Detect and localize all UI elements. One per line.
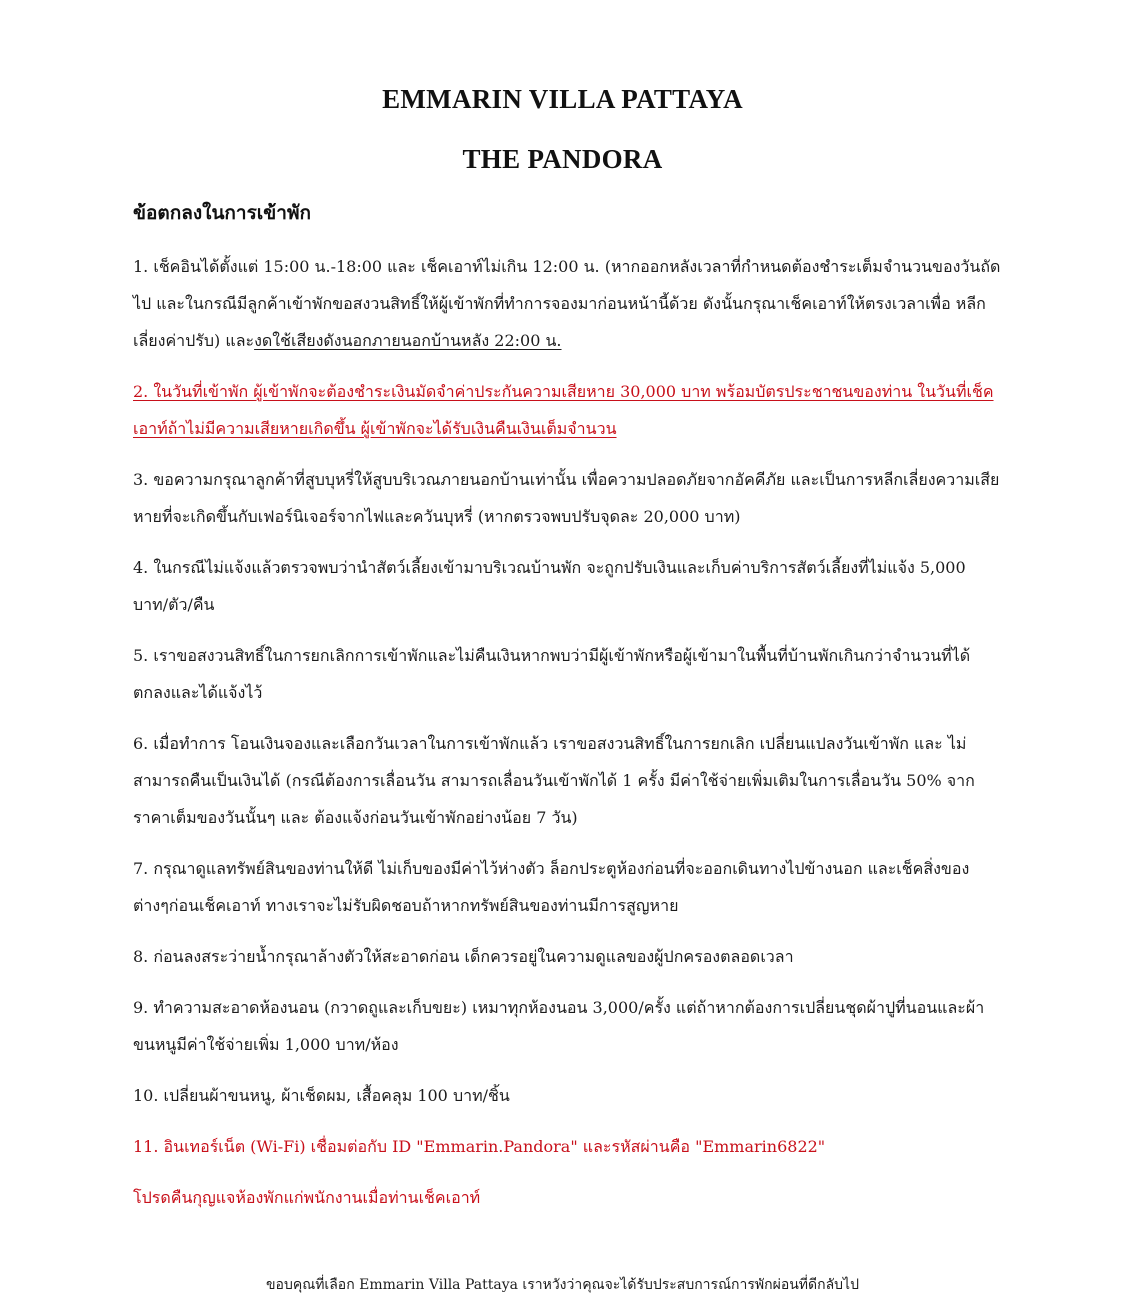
rule-text: 4. ในกรณีไม่แจ้งแล้วตรวจพบว่านำสัตว์เลี้ยงเข้ามาบริเวณบ้านพัก จะถูกปรับเงินและเก็บค่าบริการสัตว์เลี้ยงที่ไม่แจ้ง 5,000 บาท/ตัว/คืน	[133, 558, 966, 614]
key-return-notice	[133, 1179, 1003, 1216]
terms-heading: ข้อตกลงในการเข้าพัก	[133, 202, 311, 224]
rule-text: 3. ขอความกรุณาลูกค้าที่สูบบุหรี่ให้สูบบริเวณภายนอกบ้านเท่านั้น เพื่อความปลอดภัยจากอัคคีภัย และเป็นการหลีกเลี่ยงความเสียหายที่จะเกิดขึ้นกับเฟอร์นิเจอร์จากไฟและควันบุหรี่ (หากตรวจพบปรับจุดละ 20,000 บาท)	[133, 470, 1000, 526]
rule-text: 10. เปลี่ยนผ้าขนหนู, ผ้าเช็ดผม, เสื้อคลุม 100 บาท/ชิ้น	[133, 1086, 510, 1105]
rule-10	[133, 1077, 1003, 1114]
rule-underlined-text: 2. ในวันที่เข้าพัก ผู้เข้าพักจะต้องชำระเงินมัดจำค่าประกันความเสียหาย 30,000 บาท พร้อมบัตรประชาชนของท่าน ในวันที่เช็คเอาท์ถ้าไม่มีความเสียหายเกิดขึ้น ผู้เข้าพักจะได้รับเงินคืนเงินเต็มจำนวน	[133, 382, 994, 438]
rule-2-deposit	[133, 373, 1003, 447]
rule-1	[133, 248, 1003, 359]
rule-7	[133, 850, 1003, 924]
rule-text: 6. เมื่อทำการ โอนเงินจองและเลือกวันเวลาในการเข้าพักแล้ว เราขอสงวนสิทธิ์ในการยกเลิก เปลี่ยนแปลงวันเข้าพัก และ ไม่สามารถคืนเป็นเงินได้ (กรณีต้องการเลื่อนวัน สามารถเลื่อนวันเข้าพักได้ 1 ครั้ง มีค่าใช้จ่ายเพิ่มเติมในการเลื่อนวัน 50% จากราคาเต็มของวันนั้นๆ และ ต้องแจ้งก่อนวันเข้าพักอย่างน้อย 7 วัน)	[133, 734, 975, 827]
rule-6	[133, 725, 1003, 836]
rule-4	[133, 549, 1003, 623]
rule-text: 9. ทำความสะอาดห้องนอน (กวาดถูและเก็บขยะ) เหมาทุกห้องนอน 3,000/ครั้ง แต่ถ้าหากต้องการเปลี่ยนชุดผ้าปูที่นอนและผ้าขนหนูมีค่าใช้จ่ายเพิ่ม 1,000 บาท/ห้อง	[133, 998, 985, 1054]
rule-3	[133, 461, 1003, 535]
rule-text: 5. เราขอสงวนสิทธิ์ในการยกเลิกการเข้าพักและไม่คืนเงินหากพบว่ามีผู้เข้าพักหรือผู้เข้ามาในพื้นที่บ้านพักเกินกว่าจำนวนที่ได้ตกลงและได้แจ้งไว้	[133, 646, 971, 702]
rule-5	[133, 637, 1003, 711]
rule-text: โปรดคืนกุญแจห้องพักแก่พนักงานเมื่อท่านเช็คเอาท์	[133, 1188, 481, 1207]
rule-text: 7. กรุณาดูแลทรัพย์สินของท่านให้ดี ไม่เก็บของมีค่าไว้ห่างตัว ล็อกประตูห้องก่อนที่จะออกเดินทางไปข้างนอก และเช็คสิ่งของต่างๆก่อนเช็คเอาท์ ทางเราจะไม่รับผิดชอบถ้าหากทรัพย์สินของท่านมีการสูญหาย	[133, 859, 970, 915]
rule-text: 1. เช็คอินได้ตั้งแต่ 15:00 น.-18:00 และ เช็คเอาท์ไม่เกิน 12:00 น. (หากออกหลังเวลาที่กำหนดต้องชำระเต็มจำนวนของวันถัดไป และในกรณีมีลูกค้าเข้าพักขอสงวนสิทธิ์ให้ผู้เข้าพักที่ทำการจองมาก่อนหน้านี้ด้วย ดังนั้นกรุณาเช็คเอาท์ให้ตรงเวลาเพื่อ หลีกเลี่ยงค่าปรับ) และ	[133, 257, 1001, 350]
rule-9	[133, 989, 1003, 1063]
rule-11-wifi	[133, 1128, 1003, 1165]
villa-title: EMMARIN VILLA PATTAYA	[382, 84, 743, 114]
rules-list	[133, 248, 1003, 1230]
thank-you-footer: ขอบคุณที่เลือก Emmarin Villa Pattaya เราหวังว่าคุณจะได้รับประสบการณ์การพักผ่อนที่ดีกลับไป	[265, 1277, 859, 1293]
rule-text: 11. อินเทอร์เน็ต (Wi-Fi) เชื่อมต่อกับ ID "Emmarin.Pandora" และรหัสผ่านคือ "Emmarin6822"	[133, 1137, 826, 1156]
rule-underlined-text: งดใช้เสียงดังนอกภายนอกบ้านหลัง 22:00 น.	[254, 331, 562, 350]
villa-subtitle: THE PANDORA	[462, 144, 663, 174]
rule-text: 8. ก่อนลงสระว่ายน้ำกรุณาล้างตัวให้สะอาดก่อน เด็กควรอยู่ในความดูแลของผู้ปกครองตลอดเวลา	[133, 947, 794, 966]
rule-8	[133, 938, 1003, 975]
